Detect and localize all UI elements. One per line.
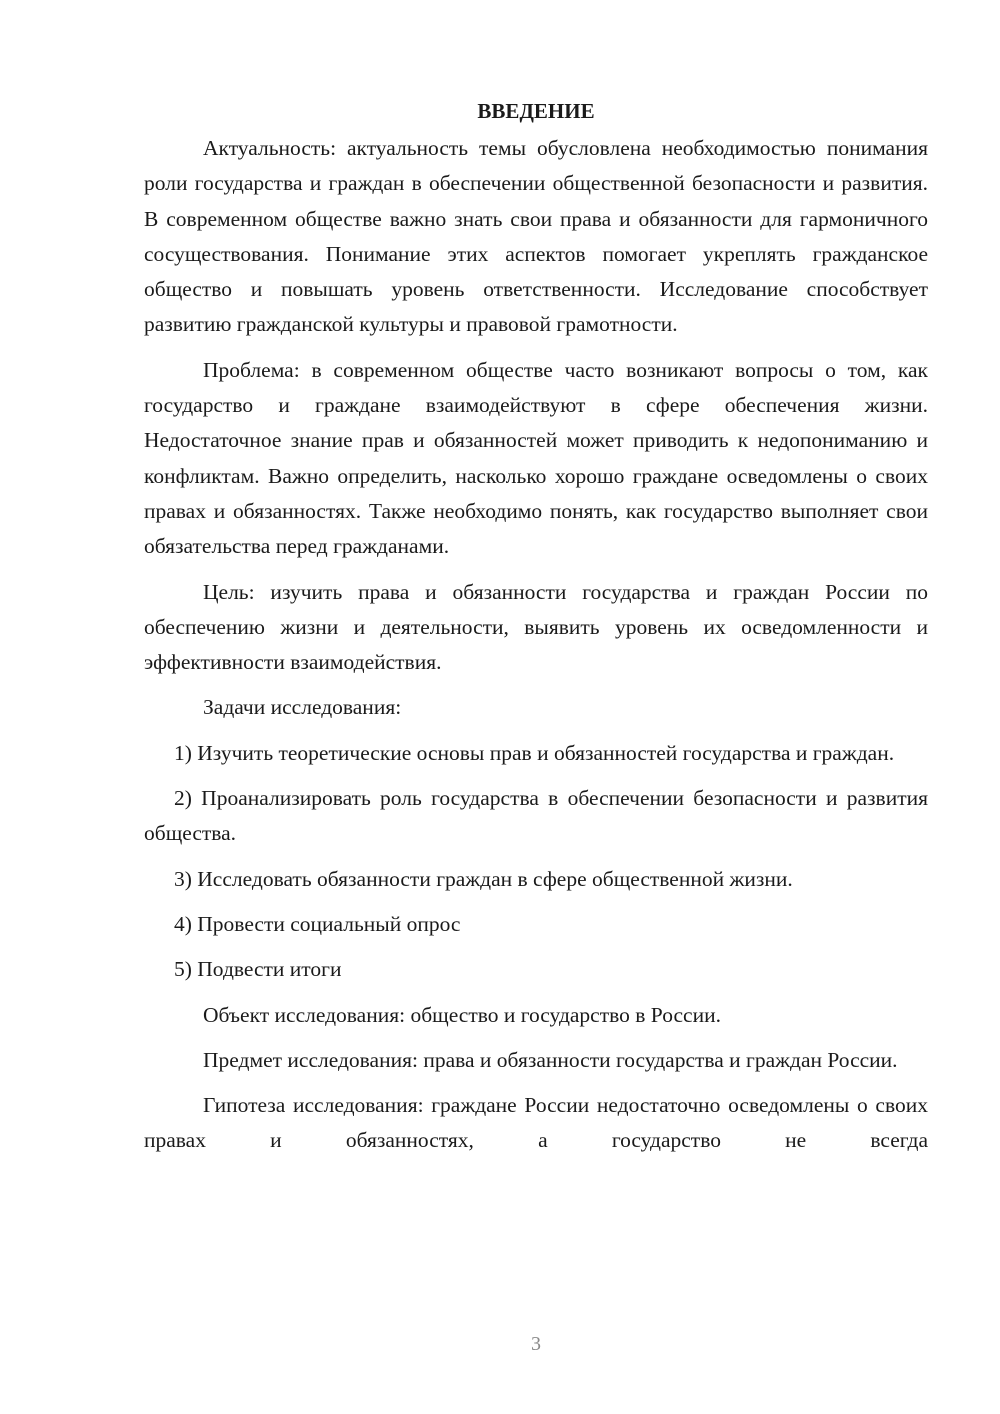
goal-paragraph: Цель: изучить права и обязанности государства и граждан России по обеспечению жизни и деятельности, выявить уровень их осведомленности и эффективности взаимодействия. [144, 579, 928, 675]
task-item-3: 3) Исследовать обязанности граждан в сфере общественной жизни. [174, 866, 793, 891]
task-item-4: 4) Провести социальный опрос [174, 911, 461, 936]
tasks-heading: Задачи исследования: [203, 695, 402, 720]
page-number: 3 [531, 1333, 541, 1355]
hypothesis-paragraph: Гипотеза исследования: граждане России недостаточно осведомлены о своих правах и обязанностях, а государство не всегда [144, 1093, 928, 1153]
document-body [144, 98, 928, 1159]
task-item-2: 2) Проанализировать роль государства в обеспечении безопасности и развития общества. [144, 786, 928, 846]
relevance-paragraph: Актуальность: актуальность темы обусловлена необходимостью понимания роли государства и граждан в обеспечении общественной безопасности и развития. В современном обществе важно знать свои права и обязанности для гармоничного сосуществования. Понимание этих аспектов помогает укреплять гражданское общество и повышать уровень ответственности. Исследование способствует развитию гражданской культуры и правовой грамотности. [144, 136, 928, 337]
task-item-1: 1) Изучить теоретические основы прав и обязанностей государства и граждан. [174, 740, 895, 765]
research-subject-paragraph: Предмет исследования: права и обязанности государства и граждан России. [203, 1047, 898, 1072]
section-title: ВВЕДЕНИЕ [477, 99, 595, 123]
problem-paragraph: Проблема: в современном обществе часто возникают вопросы о том, как государство и граждане взаимодействуют в сфере обеспечения жизни. Недостаточное знание прав и обязанностей может приводить к недопониманию и конфликтам. Важно определить, насколько хорошо граждане осведомлены о своих правах и обязанностях. Также необходимо понять, как государство выполняет свои обязательства перед гражданами. [144, 357, 928, 559]
research-object-paragraph: Объект исследования: общество и государство в России. [203, 1002, 721, 1027]
task-item-5: 5) Подвести итоги [174, 957, 342, 982]
